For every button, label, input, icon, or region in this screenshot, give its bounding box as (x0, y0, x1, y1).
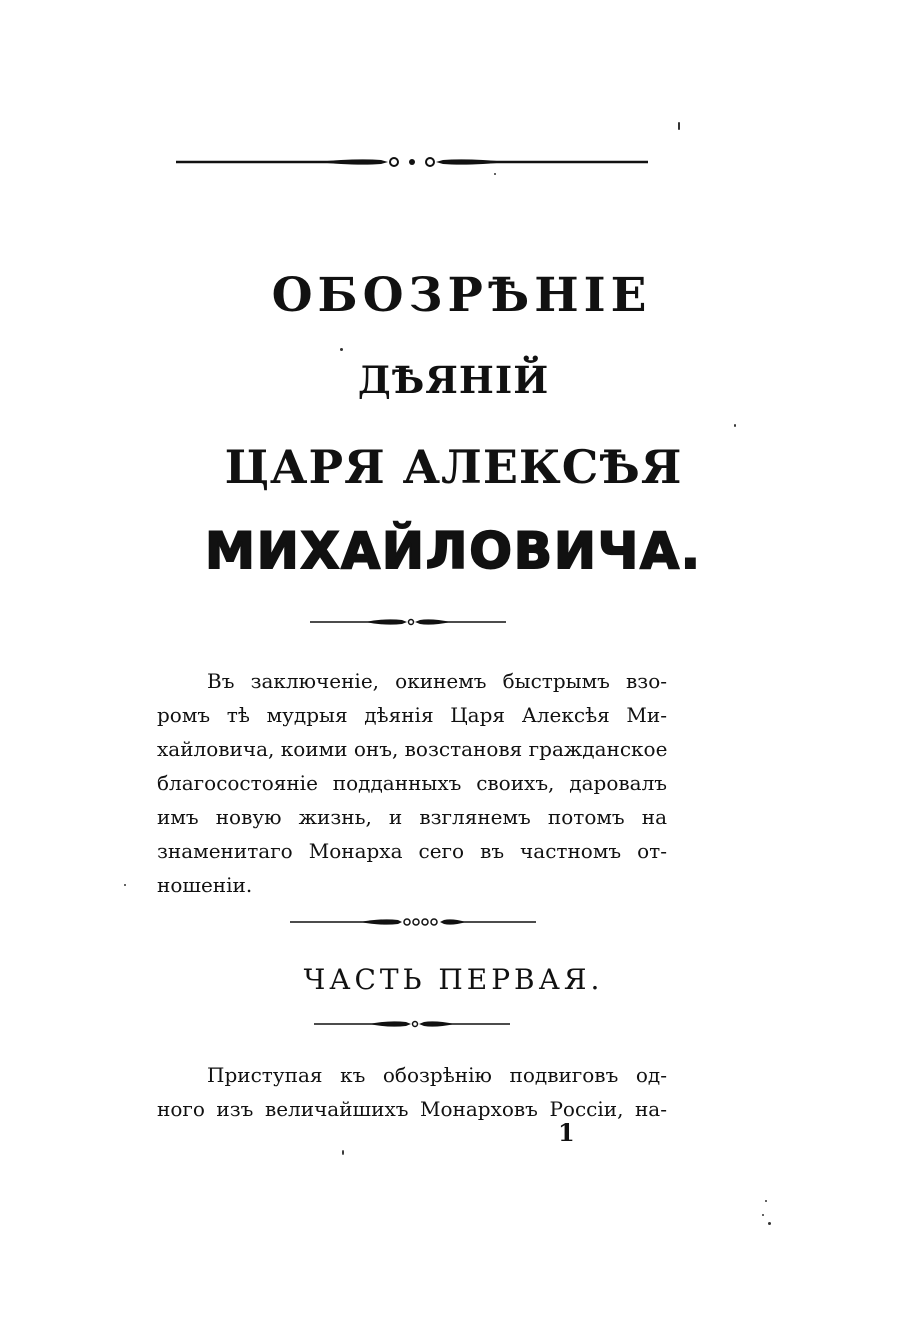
intro-paragraph (157, 664, 667, 902)
scan-speck (124, 884, 126, 886)
scan-speck (494, 173, 496, 175)
paragraph-line: знаменитаго Монарха сего въ частномъ от- (157, 839, 667, 863)
scan-speck (340, 348, 343, 351)
scan-speck (762, 1214, 764, 1216)
scan-speck (765, 1200, 767, 1202)
title-line-4: МИХАЙЛОВИЧА. (205, 522, 702, 580)
paragraph-line: Въ заключеніе, окинемъ быстрымъ взо- (207, 669, 667, 693)
title-line-1: ОБОЗРѢНІЕ (271, 268, 652, 323)
title-line-2: ДѢЯНІЙ (357, 358, 550, 402)
page-number: 1 (558, 1118, 575, 1147)
paragraph-line: благосостояніе подданныхъ своихъ, даровалъ (157, 771, 667, 795)
section-divider-rule (314, 1016, 510, 1032)
title-divider-rule (310, 614, 506, 630)
paragraph-line: Приступая къ обозрѣнію подвиговъ од- (207, 1063, 667, 1087)
scan-speck (342, 1150, 344, 1155)
section-paragraph (157, 1058, 667, 1126)
title-line-3: ЦАРЯ АЛЕКСѢЯ (224, 440, 683, 494)
scan-speck (734, 424, 736, 427)
paragraph-divider-rule (290, 914, 536, 930)
scan-speck (678, 122, 680, 130)
paragraph-line: имъ новую жизнь, и взглянемъ потомъ на (157, 805, 667, 829)
paragraph-line: ромъ тѣ мудрыя дѣянія Царя Алексѣя Ми- (157, 703, 667, 727)
paragraph-line: хайловича, коими онъ, возстановя гражданское (157, 737, 668, 761)
section-heading: ЧАСТЬ ПЕРВАЯ. (303, 963, 604, 996)
paragraph-line: ного изъ величайшихъ Монарховъ Россіи, на- (157, 1097, 667, 1121)
scan-speck (768, 1222, 771, 1225)
top-ornamental-rule (176, 152, 648, 172)
paragraph-line: ношеніи. (157, 873, 253, 897)
